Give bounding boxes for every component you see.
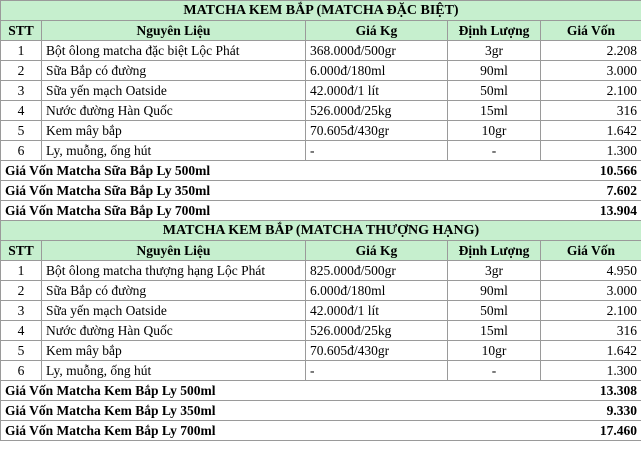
ingredient-cell: Bột ôlong matcha đặc biệt Lộc Phát — [42, 41, 306, 61]
total-label: Giá Vốn Matcha Kem Bắp Ly 350ml — [1, 401, 448, 421]
section-title: MATCHA KEM BẮP (MATCHA ĐẶC BIỆT) — [1, 1, 641, 21]
unit-price-cell: - — [306, 141, 448, 161]
cost-cell: 3.000 — [541, 281, 641, 301]
table-row — [1, 281, 641, 301]
cost-cell: 2.100 — [541, 301, 641, 321]
column-header: STT — [1, 21, 42, 41]
stt-cell: 1 — [1, 41, 42, 61]
stt-cell: 3 — [1, 301, 42, 321]
section-title-row — [1, 221, 641, 241]
ingredient-cell: Ly, muỗng, ống hút — [42, 361, 306, 381]
total-value: 9.330 — [541, 401, 641, 421]
unit-price-cell: 70.605đ/430gr — [306, 121, 448, 141]
ingredient-cell: Sữa yến mạch Oatside — [42, 81, 306, 101]
stt-cell: 2 — [1, 281, 42, 301]
unit-price-cell: 368.000đ/500gr — [306, 41, 448, 61]
table-row — [1, 41, 641, 61]
total-row — [1, 201, 641, 221]
column-header: Định Lượng — [448, 21, 541, 41]
ingredient-cell: Bột ôlong matcha thượng hạng Lộc Phát — [42, 261, 306, 281]
unit-price-cell: 526.000đ/25kg — [306, 101, 448, 121]
cost-cell: 2.100 — [541, 81, 641, 101]
column-header: Giá Vốn — [541, 21, 641, 41]
quantity-cell: 15ml — [448, 101, 541, 121]
cost-cell: 1.642 — [541, 121, 641, 141]
quantity-cell: 10gr — [448, 341, 541, 361]
quantity-cell: 50ml — [448, 301, 541, 321]
stt-cell: 4 — [1, 321, 42, 341]
quantity-cell: - — [448, 361, 541, 381]
total-label: Giá Vốn Matcha Kem Bắp Ly 700ml — [1, 421, 448, 441]
quantity-cell: 15ml — [448, 321, 541, 341]
cost-cell: 2.208 — [541, 41, 641, 61]
quantity-cell: 90ml — [448, 61, 541, 81]
unit-price-cell: - — [306, 361, 448, 381]
total-row — [1, 421, 641, 441]
total-spacer — [448, 421, 541, 441]
table-row — [1, 141, 641, 161]
unit-price-cell: 42.000đ/1 lít — [306, 301, 448, 321]
table-row — [1, 101, 641, 121]
total-value: 13.308 — [541, 381, 641, 401]
table-row — [1, 61, 641, 81]
column-header: Nguyên Liệu — [42, 241, 306, 261]
cost-cell: 1.642 — [541, 341, 641, 361]
stt-cell: 5 — [1, 341, 42, 361]
quantity-cell: 3gr — [448, 41, 541, 61]
ingredient-cell: Sữa yến mạch Oatside — [42, 301, 306, 321]
stt-cell: 3 — [1, 81, 42, 101]
column-header-row — [1, 21, 641, 41]
column-header: Giá Vốn — [541, 241, 641, 261]
ingredient-cell: Kem mây bắp — [42, 121, 306, 141]
ingredient-cell: Kem mây bắp — [42, 341, 306, 361]
unit-price-cell: 526.000đ/25kg — [306, 321, 448, 341]
table-row — [1, 81, 641, 101]
total-value: 7.602 — [541, 181, 641, 201]
cost-cell: 3.000 — [541, 61, 641, 81]
total-value: 13.904 — [541, 201, 641, 221]
table-row — [1, 301, 641, 321]
cost-cell: 1.300 — [541, 361, 641, 381]
quantity-cell: 3gr — [448, 261, 541, 281]
ingredient-cell: Nước đường Hàn Quốc — [42, 101, 306, 121]
total-spacer — [448, 201, 541, 221]
stt-cell: 5 — [1, 121, 42, 141]
table-row — [1, 261, 641, 281]
quantity-cell: 90ml — [448, 281, 541, 301]
total-row — [1, 381, 641, 401]
table-row — [1, 341, 641, 361]
quantity-cell: 10gr — [448, 121, 541, 141]
cost-cell: 316 — [541, 321, 641, 341]
column-header: Nguyên Liệu — [42, 21, 306, 41]
total-spacer — [448, 401, 541, 421]
total-value: 17.460 — [541, 421, 641, 441]
ingredient-cell: Sữa Bắp có đường — [42, 61, 306, 81]
unit-price-cell: 70.605đ/430gr — [306, 341, 448, 361]
quantity-cell: - — [448, 141, 541, 161]
stt-cell: 2 — [1, 61, 42, 81]
column-header: Giá Kg — [306, 21, 448, 41]
ingredient-cell: Nước đường Hàn Quốc — [42, 321, 306, 341]
table-row — [1, 321, 641, 341]
table-row — [1, 361, 641, 381]
total-label: Giá Vốn Matcha Sữa Bắp Ly 350ml — [1, 181, 448, 201]
stt-cell: 6 — [1, 361, 42, 381]
cost-table-body — [1, 1, 641, 441]
total-spacer — [448, 161, 541, 181]
total-row — [1, 181, 641, 201]
total-row — [1, 401, 641, 421]
cost-cell: 316 — [541, 101, 641, 121]
total-label: Giá Vốn Matcha Sữa Bắp Ly 500ml — [1, 161, 448, 181]
total-value: 10.566 — [541, 161, 641, 181]
stt-cell: 1 — [1, 261, 42, 281]
ingredient-cell: Ly, muỗng, ống hút — [42, 141, 306, 161]
total-label: Giá Vốn Matcha Sữa Bắp Ly 700ml — [1, 201, 448, 221]
column-header: Định Lượng — [448, 241, 541, 261]
stt-cell: 4 — [1, 101, 42, 121]
total-spacer — [448, 181, 541, 201]
ingredient-cell: Sữa Bắp có đường — [42, 281, 306, 301]
total-label: Giá Vốn Matcha Kem Bắp Ly 500ml — [1, 381, 448, 401]
stt-cell: 6 — [1, 141, 42, 161]
total-row — [1, 161, 641, 181]
total-spacer — [448, 381, 541, 401]
unit-price-cell: 825.000đ/500gr — [306, 261, 448, 281]
section-title-row — [1, 1, 641, 21]
unit-price-cell: 6.000đ/180ml — [306, 61, 448, 81]
quantity-cell: 50ml — [448, 81, 541, 101]
unit-price-cell: 6.000đ/180ml — [306, 281, 448, 301]
cost-cell: 4.950 — [541, 261, 641, 281]
column-header: Giá Kg — [306, 241, 448, 261]
column-header-row — [1, 241, 641, 261]
table-row — [1, 121, 641, 141]
unit-price-cell: 42.000đ/1 lít — [306, 81, 448, 101]
cost-cell: 1.300 — [541, 141, 641, 161]
column-header: STT — [1, 241, 42, 261]
section-title: MATCHA KEM BẮP (MATCHA THƯỢNG HẠNG) — [1, 221, 641, 241]
